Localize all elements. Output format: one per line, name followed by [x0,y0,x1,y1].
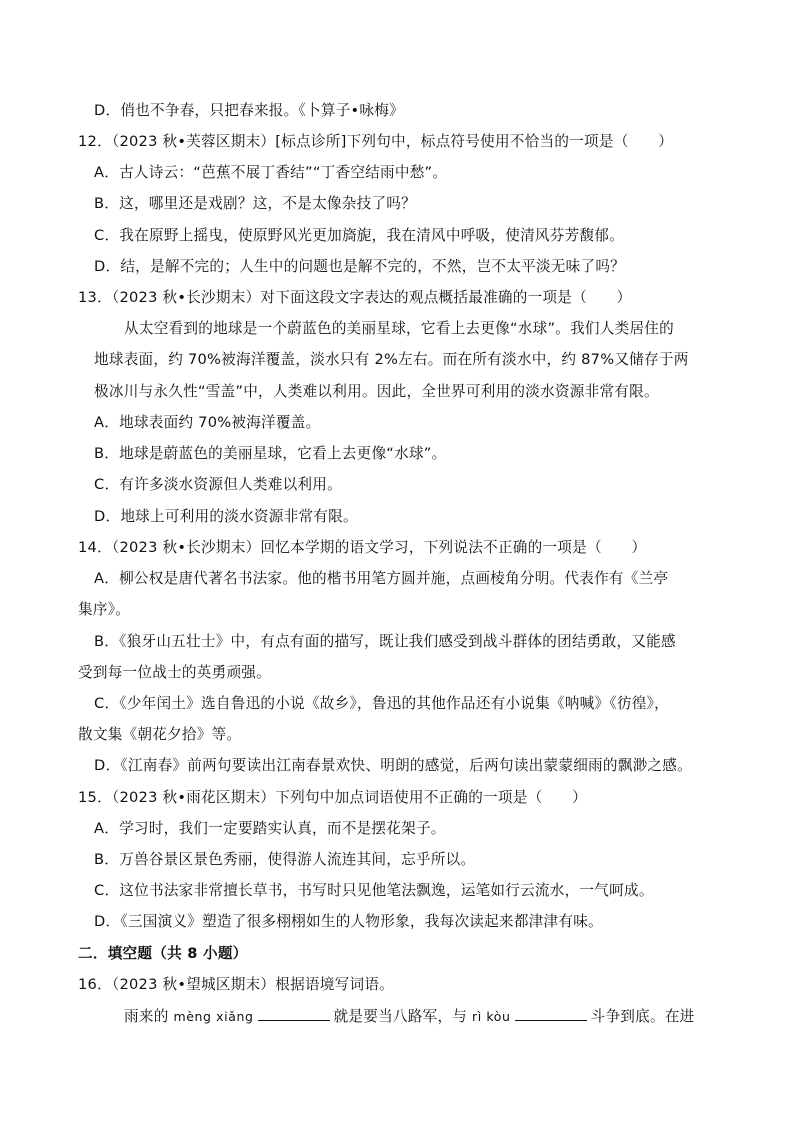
q14-option-a-cont: 集序》。 [78,601,131,618]
q13-option-a: A．地球表面约 70%被海洋覆盖。 [94,414,321,431]
question-stem: 根据语境写词语。 [275,976,395,993]
question-number: 15． [78,789,112,806]
q15-option-b: B．万兽谷景区景色秀丽，使得游人流连其间，忘乎所以。 [94,851,476,868]
question-source: （2023 秋•雨花区期末） [111,789,276,806]
q12-option-b: B．这，哪里还是戏剧？这，不是太像杂技了吗？ [94,195,416,212]
context-text: 就是要当八路军，与 [333,1008,468,1025]
section-title: 二．填空题（共 8 小题） [78,945,248,962]
q13-passage-line: 地球表面，约 70%被海洋覆盖，淡水只有 2%左右。而在所有淡水中，约 87%又储存于两 [94,351,689,368]
q14-option-b-cont: 受到每一位战士的英勇顽强。 [78,664,271,681]
q13-option-d: D．地球上可利用的淡水资源非常有限。 [94,508,358,525]
q14-option-c-cont: 散文集《朝花夕拾》等。 [78,726,242,743]
q13-passage-line: 极冰川与永久性“雪盖”中，人类难以利用。因此，全世界可利用的淡水资源非常有限。 [94,383,659,400]
question-12 [78,126,673,157]
question-source: （2023 秋•芙蓉区期末） [111,133,276,150]
q14-option-d: D．《江南春》前两句要读出江南春景欢快、明朗的感觉，后两句读出蒙蒙细雨的飘渺之感。 [94,757,692,774]
q15-option-a: A．学习时，我们一定要踏实认真，而不是摆花架子。 [94,820,446,837]
question-13 [78,282,632,313]
question-stem: 回忆本学期的语文学习，下列说法不正确的一项是（ ） [260,539,647,556]
question-16 [78,969,394,1000]
q12-option-c: C．我在原野上摇曳，使原野风光更加旖旎，我在清风中呼吸，使清风芬芳馥郁。 [94,227,624,244]
q13-option-b: B．地球是蔚蓝色的美丽星球，它看上去更像“水球”。 [94,445,447,462]
question-number: 13． [78,289,112,306]
q15-option-c: C．这位书法家非常擅长草书，书写时只见他笔法飘逸，运笔如行云流水，一气呵成。 [94,882,654,899]
context-text: 斗争到底。在进 [590,1008,695,1025]
question-stem: [标点诊所]下列句中，标点符号使用不恰当的一项是（ ） [275,133,674,150]
question-number: 14． [78,539,112,556]
answer-blank[interactable] [258,1006,330,1021]
pinyin-hint: mèng xiǎng [173,1009,254,1024]
q14-option-b: B．《狼牙山五壮士》中，有点有面的描写，既让我们感受到战斗群体的团结勇敢，又能感 [94,633,676,650]
question-source: （2023 秋•望城区期末） [111,976,276,993]
q13-option-c: C．有许多淡水资源但人类难以利用。 [94,476,342,493]
question-15 [78,782,587,813]
pinyin-hint: rì kòu [472,1009,511,1024]
question-stem: 对下面这段文字表达的观点概括最准确的一项是（ ） [260,289,632,306]
question-source: （2023 秋•长沙期末） [111,289,261,306]
q16-context-line [124,1001,695,1032]
q12-option-a: A．古人诗云：“芭蕉不展丁香结”“丁香空结雨中愁”。 [94,164,448,181]
q14-option-c: C．《少年闰土》选自鲁迅的小说《故乡》，鲁迅的其他作品还有小说集《呐喊》《彷徨》， [94,695,669,712]
question-stem: 下列句中加点词语使用不正确的一项是（ ） [275,789,587,806]
q15-option-d: D．《三国演义》塑造了很多栩栩如生的人物形象，我每次读起来都津津有味。 [94,913,603,930]
context-text: 雨来的 [124,1008,169,1025]
answer-blank[interactable] [515,1006,587,1021]
question-source: （2023 秋•长沙期末） [111,539,261,556]
question-number: 12． [78,133,112,150]
q14-option-a: A．柳公权是唐代著名书法家。他的楷书用笔方圆并施，点画棱角分明。代表作有《兰亭 [94,570,669,587]
q12-option-d: D．结，是解不完的；人生中的问题也是解不完的，不然，岂不太平淡无味了吗？ [94,258,626,275]
q13-passage-line: 从太空看到的地球是一个蔚蓝色的美丽星球，它看上去更像“水球”。我们人类居住的 [124,320,674,337]
question-14 [78,532,646,563]
q11-option-d: D．俏也不争春，只把春来报。《卜算子•咏梅》 [94,102,404,119]
question-number: 16． [78,976,112,993]
